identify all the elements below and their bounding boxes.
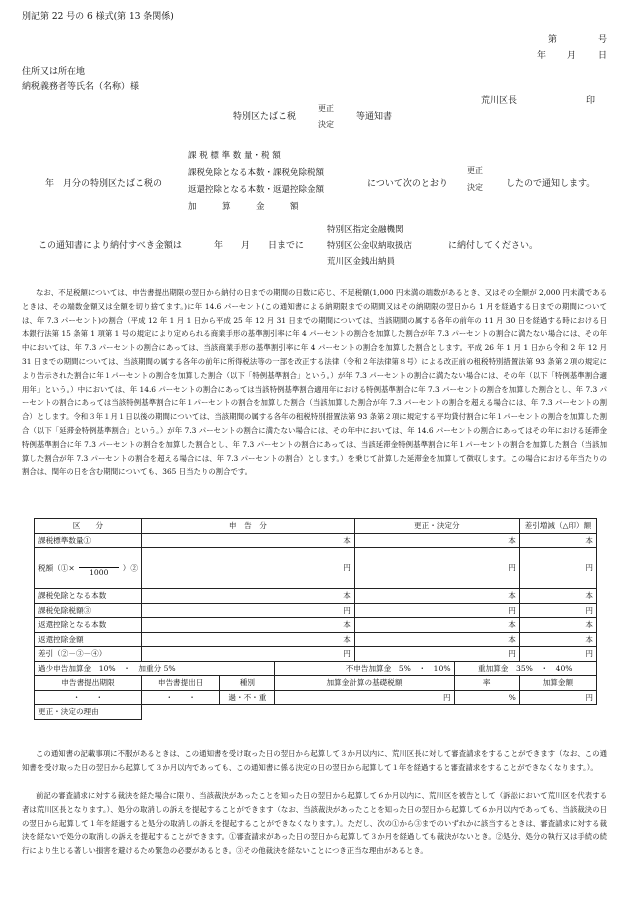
fraction-denominator: 1000 xyxy=(89,567,109,577)
reason-label: 更正・決定の理由 xyxy=(35,705,142,720)
table-row xyxy=(35,618,597,633)
header-filing-date: 申告書提出日 xyxy=(141,676,219,691)
difference-unit: 円 xyxy=(519,603,596,618)
taxpayer-label: 納税義務者等氏名（名称）様 xyxy=(22,82,140,92)
notice-kousei: 更正 xyxy=(467,166,483,175)
reason-blank xyxy=(141,705,596,720)
base-tax-unit: 円 xyxy=(275,690,454,705)
revised-unit: 本 xyxy=(354,632,519,647)
tax-table xyxy=(34,518,597,720)
penalty-heavy: 重加算金 35% ・ 40% xyxy=(454,661,596,676)
title-suffix: 等通知書 xyxy=(356,112,393,122)
fraction-numerator-blank xyxy=(79,559,119,568)
doc-no-dai: 第 xyxy=(548,35,558,45)
row-label xyxy=(35,548,142,589)
declared-unit: 本 xyxy=(141,618,354,633)
appeal-paragraph-1: この通知書の記載事項に不服があるときは、この通知書を受け取った日の翌日から起算して３か月以内に、荒川区長に対して審査請求をすることができます（なお、この通知書を受け取った日の翌日から起算して３か月以内であっても、この通知書に係る決定の日の翌日から起算して１年を経過すると審査請求をすることができなくなります。）。 xyxy=(22,749,607,772)
declared-unit: 本 xyxy=(141,632,354,647)
payment-place-1: 特別区指定金融機関 xyxy=(327,225,404,235)
header-kind: 種別 xyxy=(220,676,275,691)
header-revised: 更正・決定分 xyxy=(354,519,519,534)
notice-item-3: 返還控除となる本数・返還控除金額 xyxy=(188,185,325,195)
table-row xyxy=(35,589,597,604)
notice-item-4: 加 算 金 額 xyxy=(188,202,299,212)
date-hi: 日 xyxy=(598,51,608,61)
payment-date: 年 月 日までに xyxy=(214,241,305,251)
difference-unit: 円 xyxy=(519,548,596,589)
penalty-amount-unit: 円 xyxy=(519,690,596,705)
payment-end: に納付してください。 xyxy=(448,241,539,251)
table-row xyxy=(35,548,597,589)
tax-amount-label-pre: 税額（①× xyxy=(38,563,75,572)
header-filing-deadline: 申告書提出期限 xyxy=(35,676,142,691)
delinquency-paragraph: なお、不足税額については、申告書提出期限の翌日から納付の日までの期間の日数に応じ、不足税額(1,000 円未満の端数があるとき、又はその全額が 2,000 円未満であるときは、その端数金額又は全額を切り捨てます。)に年 14.6 パーセント(この通知書による納期限までの期間又はその納期限の翌日から 1 月を経過する日までの期間については、年 7.3 パーセント)の割合（平成 12 年 1 月 1 日から平成 25 年 12 月 31 日までの期間については、当該期間の属する各年の前年の 11 月 30 日を経過する時における日本銀行法第 15 条第 1 項第 1 号の規定により定められる商業手形の基準割引率に年 4 パーセントの割合を加算した割合が年 7.3 パーセントの割合に満たない場合には、その年中においては、年 7.3 パーセントの割合にあっては、当該商業手形の基準割引率に年 4 パーセントの割合を加算した割合とします。平成 26 年 1 月 1 日から令和 2 年 12 月 31 日までの期間については、当該期間の属する各年の前年に所得税法等の一部を改正する法律（令和２年法律第８号）による改正前の租税特別措置法第 93 条第２項の規定により告示された割合に年１パーセントの割合を加算した割合（以下「特例基準割合」という。）が年 7.3 パーセントの割合に満たない場合には、その年（以下「特例基準割合適用年」という。）中においては、年 14.6 パーセントの割合にあっては当該特例基準割合適用年における特例基準割合に年 7.3 パーセントの割合を加算した割合とし、年 7.3 パーセントの割合にあっては当該特例基準割合に年１パーセントの割合を加算した割合（当該加算した割合が年 7.3 パーセントの割合を超える場合には、年 7.3 パーセントの割合）とします。令和３年１月１日以後の期間については、当該期間の属する各年の租税特別措置法第 93 条第２項に規定する平均貸付割合に年１パーセントの割合を加算した割合（以下「延滞金特例基準割合」という。）が年 7.3 パーセントの割合に満たない場合には、その年中においては、年 14.6 パーセントの割合にあってはその年における延滞金特例基準割合に年 7.3 パーセントの割合を加算した割合とし、年 7.3 パーセントの割合にあっては、当該延滞金特例基準割合に年１パーセントの割合を加算した割合（当該加算した割合が年 7.3 パーセントの割合を超える場合には、年 7.3 パーセントの割合）とします。）を乗じて計算した延滞金を加算して徴収します。この場合における年当たりの割合は、閏年の日を含む期間についても、365 日当たりの割合です。 xyxy=(22,288,607,477)
difference-unit: 円 xyxy=(519,647,596,662)
table-row xyxy=(35,632,597,647)
header-difference: 差引増減（△印）額 xyxy=(519,519,596,534)
payment-place-2: 特別区公金収納取扱店 xyxy=(327,241,413,251)
revised-unit: 本 xyxy=(354,589,519,604)
title-prefix: 特別区たばこ税 xyxy=(233,112,297,122)
row-label: 差引（②－③－④） xyxy=(35,647,142,662)
row-label: 課税標準数量① xyxy=(35,533,142,548)
date-nen: 年 xyxy=(537,51,547,61)
notice-item-1: 課 税 標 準 数 量・税 額 xyxy=(188,151,281,161)
declared-unit: 円 xyxy=(141,548,354,589)
address-label: 住所又は所在地 xyxy=(22,67,86,77)
row-label: 返還控除金額 xyxy=(35,632,142,647)
revised-unit: 円 xyxy=(354,548,519,589)
table-row xyxy=(35,647,597,662)
table-row xyxy=(35,603,597,618)
rate-unit: % xyxy=(454,690,519,705)
revised-unit: 円 xyxy=(354,647,519,662)
table-header-row xyxy=(35,519,597,534)
declared-unit: 本 xyxy=(141,589,354,604)
filing-deadline-value: ・ ・ xyxy=(35,690,142,705)
difference-unit: 本 xyxy=(519,589,596,604)
difference-unit: 本 xyxy=(519,533,596,548)
declared-unit: 本 xyxy=(141,533,354,548)
mayor-name: 荒川区長 xyxy=(481,96,518,106)
difference-unit: 本 xyxy=(519,632,596,647)
notice-end: したので通知します。 xyxy=(506,179,596,189)
title-kettei: 決定 xyxy=(318,120,334,129)
row-label: 課税免除となる本数 xyxy=(35,589,142,604)
header-base-tax: 加算金計算の基礎税額 xyxy=(275,676,454,691)
appeal-paragraph-2: 前記の審査請求に対する裁決を経た場合に限り、当該裁決があったことを知った日の翌日から起算して６か月以内に、荒川区を被告として（訴訟において荒川区を代表する者は荒川区長となります。）、処分の取消しの訴えを提起することができます（なお、当該裁決があったことを知った日の翌日から起算して６か月以内であっても、当該裁決の日の翌日から起算して１年を経過すると処分の取消しの訴えを提起することができなくなります。）。ただし、次の①から③までのいずれかに該当するときは、審査請求に対する裁決を経ないで処分の取消しの訴えを提起することができます。①審査請求があった日の翌日から起算して３か月を経過しても裁決がないとき。②処分、処分の執行又は手続の続行により生じる著しい損害を避けるため緊急の必要があるとき。③その他裁決を経ないことにつき正当な理由があるとき。 xyxy=(22,791,607,856)
row-label: 返還控除となる本数 xyxy=(35,618,142,633)
header-category: 区 分 xyxy=(35,519,142,534)
penalty-nonfiling: 不申告加算金 5% ・ 10% xyxy=(275,661,454,676)
tax-amount-label-post: ）② xyxy=(122,563,138,572)
title-kousei: 更正 xyxy=(318,104,334,113)
filing-date-value: ・ ・ xyxy=(141,690,219,705)
seal-mark: 印 xyxy=(586,96,596,106)
penalty-row xyxy=(35,661,597,676)
notice-middle: について次のとおり xyxy=(367,179,448,189)
revised-unit: 本 xyxy=(354,533,519,548)
header-declared: 申 告 分 xyxy=(141,519,354,534)
penalty-underreport: 過少申告加算金 10% ・ 加重分 5% xyxy=(35,661,275,676)
declared-unit: 円 xyxy=(141,647,354,662)
penalty-value-row xyxy=(35,690,597,705)
revised-unit: 円 xyxy=(354,603,519,618)
penalty-header-row xyxy=(35,676,597,691)
kind-value: 過・不・重 xyxy=(220,690,275,705)
notice-period: 年 月分の特別区たばこ税の xyxy=(45,179,163,189)
rate-fraction xyxy=(79,559,119,577)
table-row xyxy=(35,533,597,548)
header-penalty-amount: 加算金額 xyxy=(519,676,596,691)
notice-item-2: 課税免除となる本数・課税免除税額 xyxy=(188,168,325,178)
difference-unit: 本 xyxy=(519,618,596,633)
reason-row xyxy=(35,705,597,720)
payment-lead: この通知書により納付すべき金額は xyxy=(38,241,182,251)
declared-unit: 円 xyxy=(141,603,354,618)
notice-kettei: 決定 xyxy=(467,183,483,192)
doc-no-go: 号 xyxy=(598,35,608,45)
form-number: 別記第 22 号の 6 様式(第 13 条関係) xyxy=(22,12,174,22)
date-tsuki: 月 xyxy=(567,51,577,61)
payment-place-3: 荒川区金銭出納員 xyxy=(327,257,396,267)
row-label: 課税免除税額③ xyxy=(35,603,142,618)
revised-unit: 本 xyxy=(354,618,519,633)
header-rate: 率 xyxy=(454,676,519,691)
